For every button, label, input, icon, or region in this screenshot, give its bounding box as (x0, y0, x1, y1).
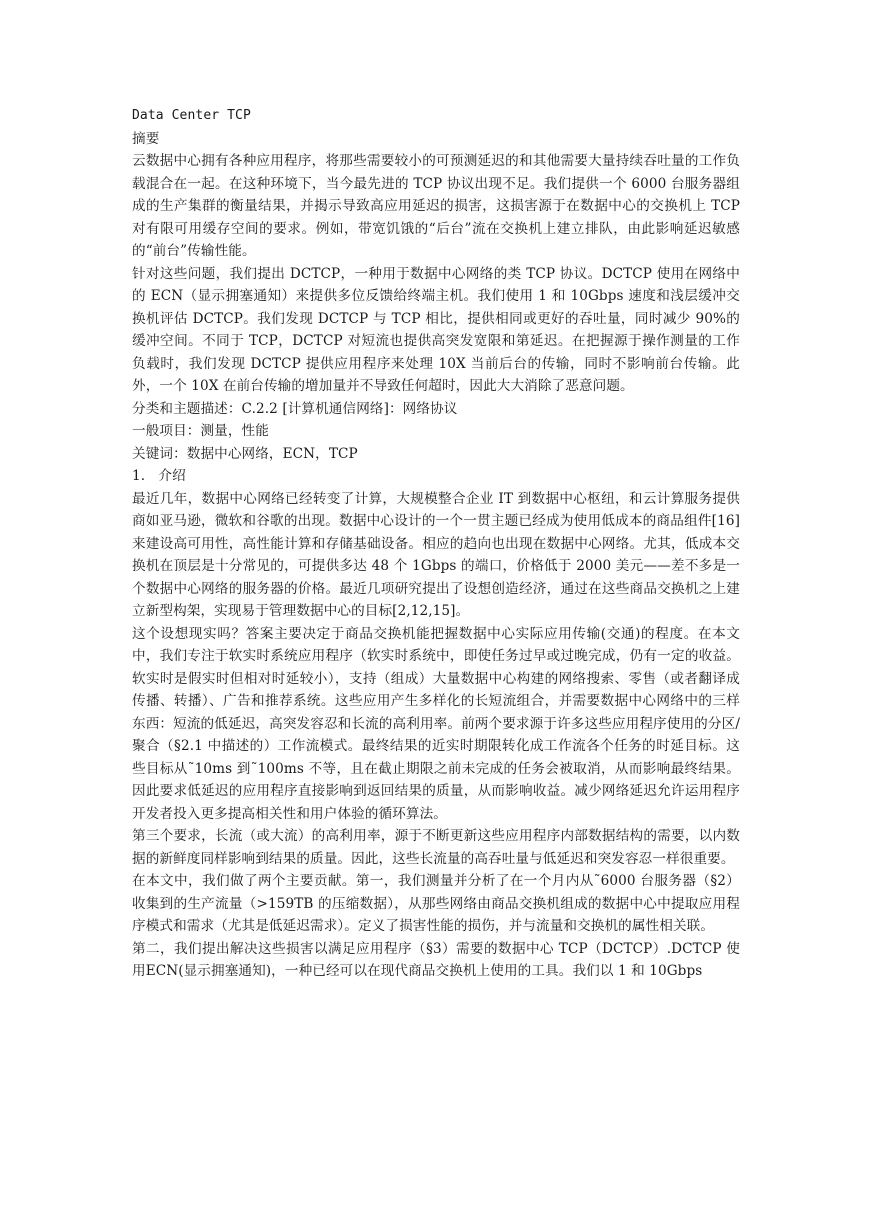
intro-paragraph-3: 第三个要求，长流（或大流）的高利用率，源于不断更新这些应用程序内部数据结构的需要，以内数据的新鲜度同样影响到结果的质量。因此，这些长流量的高吞吐量与低延迟和突发容忍一样很重要。 (132, 828, 740, 867)
intro-paragraph-5: 第二，我们提出解决这些损害以满足应用程序（§3）需要的数据中心 TCP（DCTCP）.DCTCP 使用ECN(显示拥塞通知)，一种已经可以在现代商品交换机上使用的工具。我们以 1 和 10Gbps (132, 940, 740, 979)
abstract-paragraph-2: 针对这些问题，我们提出 DCTCP，一种用于数据中心网络的类 TCP 协议。DCTCP 使用在网络中的 ECN（显示拥塞通知）来提供多位反馈给终端主机。我们使用 1 和 10Gbps 速度和浅层缓冲交换机评估 DCTCP。我们发现 DCTCP 与 TCP 相比，提供相同或更好的吞吐量，同时减少 90%的缓冲空间。不同于 TCP，DCTCP 对短流也提供高突发宽限和第延迟。在把握源于操作测量的工作负载时，我们发现 DCTCP 提供应用程序来处理 10X 当前后台的传输，同时不影响前台传输。此外，一个 10X 在前台传输的增加量并不导致任何超时，因此大大消除了恶意问题。 (132, 265, 740, 394)
abstract-heading: 摘要 (132, 130, 160, 147)
section-heading-introduction: 1. 介绍 (132, 468, 186, 484)
abstract-paragraph-1: 云数据中心拥有各种应用程序，将那些需要较小的可预测延迟的和其他需要大量持续吞吐量的工作负载混合在一起。在这种环境下，当今最先进的 TCP 协议出现不足。我们提供一个 6000 台服务器组成的生产集群的衡量结果，并揭示导致高应用延迟的损害，这损害源于在数据中心的交换机上 TCP 对有限可用缓存空间的要求。例如，带宽饥饿的“后台”流在交换机上建立排队，由此影响延迟敏感的“前台”传输性能。 (132, 153, 740, 259)
keywords-line: 关键词：数据中心网络，ECN，TCP (132, 445, 358, 462)
document-title: Data Center TCP (132, 108, 251, 123)
document-page (132, 105, 740, 983)
intro-paragraph-4: 在本文中，我们做了两个主要贡献。第一，我们测量并分析了在一个月内从˜6000 台服务器（§2）收集到的生产流量（>159TB 的压缩数据），从那些网络由商品交换机组成的数据中心中提取应用程序模式和需求（尤其是低延迟需求）。定义了损害性能的损伤，并与流量和交换机的属性相关联。 (132, 873, 740, 934)
categories-line: 分类和主题描述：C.2.2 [计算机通信网络]：网络协议 (132, 400, 458, 417)
general-terms-line: 一般项目：测量，性能 (132, 423, 269, 439)
intro-paragraph-2: 这个设想现实吗？答案主要决定于商品交换机能把握数据中心实际应用传输(交通)的程度。在本文中，我们专注于软实时系统应用程序（软实时系统中，即使任务过早或过晚完成，仍有一定的收益。软实时是假实时但相对时延较小），支持（组成）大量数据中心构建的网络搜索、零售（或者翻译成传播、转播）、广告和推荐系统。这些应用产生多样化的长短流组合，并需要数据中心网络中的三样东西：短流的低延迟，高突发容忍和长流的高利用率。前两个要求源于许多这些应用程序使用的分区/聚合（§2.1 中描述的）工作流模式。最终结果的近实时期限转化成工作流各个任务的时延目标。这些目标从˜10ms 到˜100ms 不等，且在截止期限之前未完成的任务会被取消，从而影响最终结果。因此要求低延迟的应用程序直接影响到返回结果的质量，从而影响收益。减少网络延迟允许运用程序开发者投入更多提高相关性和用户体验的循环算法。 (132, 625, 740, 822)
intro-paragraph-1: 最近几年，数据中心网络已经转变了计算，大规模整合企业 IT 到数据中心枢纽，和云计算服务提供商如亚马逊，微软和谷歌的出现。数据中心设计的一个一贯主题已经成为使用低成本的商品组件[16]来建设高可用性，高性能计算和存储基础设备。相应的趋向也出现在数据中心网络。尤其，低成本交换机在顶层是十分常见的，可提供多达 48 个 1Gbps 的端口，价格低于 2000 美元——差不多是一个数据中心网络的服务器的价格。最近几项研究提出了设想创造经济，通过在这些商品交换机之上建立新型构架，实现易于管理数据中心的目标[2,12,15]。 (132, 490, 740, 619)
